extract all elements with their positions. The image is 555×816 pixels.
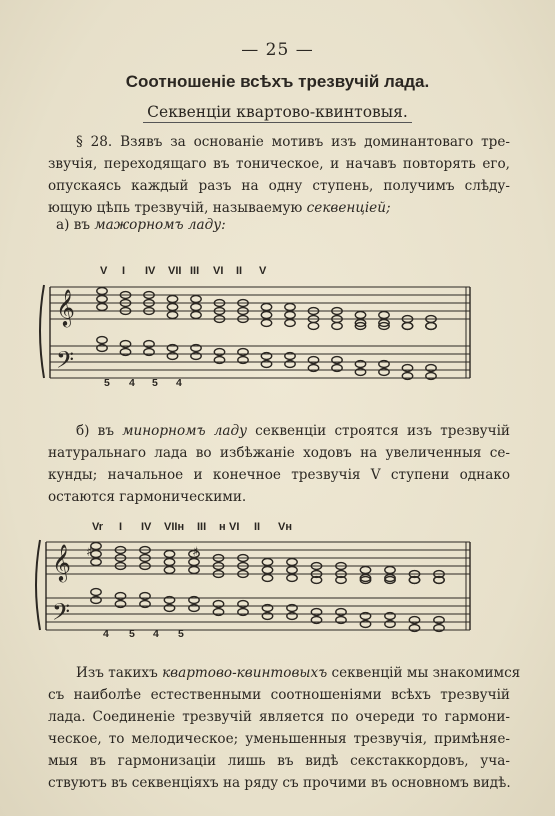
- section-subtitle: Секвенціи квартово-квинтовыя.: [0, 103, 555, 121]
- note-head: [164, 551, 174, 558]
- figure-number: 4: [129, 377, 135, 389]
- svg-text:𝄢: 𝄢: [56, 346, 75, 379]
- figure-number: 5: [178, 628, 184, 640]
- note-head: [91, 589, 101, 596]
- note-head: [91, 543, 101, 550]
- roman-numeral: Vн: [278, 521, 292, 533]
- figure-number: 5: [104, 377, 110, 389]
- figure-number: 5: [152, 377, 158, 389]
- chapter-title: Соотношеніе всѣхъ трезвучій лада.: [125, 72, 430, 91]
- page-number: — 25 —: [241, 40, 314, 60]
- roman-numeral: III: [190, 265, 200, 277]
- note-head: [262, 567, 272, 574]
- label-major-mode: а) въ мажорномъ ладу:: [56, 217, 226, 233]
- note-head: [287, 575, 297, 582]
- note-head: [360, 567, 370, 574]
- figure-number: 5: [129, 628, 135, 640]
- roman-numeral: I: [119, 521, 123, 533]
- roman-numeral: V: [100, 265, 108, 277]
- roman-numeral: VI: [229, 521, 240, 533]
- roman-numeral: IV: [141, 521, 152, 533]
- note-head: [189, 567, 199, 574]
- note-head: [262, 575, 272, 582]
- note-head: [91, 559, 101, 566]
- note-head: [164, 567, 174, 574]
- svg-text:♯: ♯: [86, 545, 93, 560]
- figure-number: 4: [176, 377, 182, 389]
- note-head: [287, 559, 297, 566]
- note-head: [164, 559, 174, 566]
- paragraph-minor: б) въ минорномъ ладу секвенціи строятся изъ трезвучій натуральнаго лада во избѣжаніе ходовъ на увеличенныя се- кунды; начальное и конечное трезвучія V ступени однако остаются гармоническими.: [48, 423, 510, 505]
- figure-number: 4: [153, 628, 159, 640]
- roman-numeral: н: [219, 521, 226, 533]
- roman-numeral: VIIн: [164, 521, 185, 533]
- figure-number: 4: [103, 628, 109, 640]
- roman-numeral: Vr: [92, 521, 104, 533]
- roman-numeral: VI: [213, 265, 224, 277]
- roman-numeral: II: [236, 265, 243, 277]
- svg-text:𝄢: 𝄢: [52, 598, 71, 631]
- paragraph-28: § 28. Взявъ за основаніе мотивъ изъ доминантоваго тре- звучія, переходящаго въ тоническое, и начавъ повторять его, опускаясь каждый разъ на одну ступень, получимъ слѣду- ющую цѣпь трезвучій, называемую секвенціей;: [48, 134, 510, 216]
- svg-text:𝄞: 𝄞: [52, 543, 71, 581]
- roman-numeral: I: [122, 265, 126, 277]
- roman-numeral: III: [197, 521, 207, 533]
- roman-numeral: VII: [168, 265, 182, 277]
- svg-text:𝄞: 𝄞: [56, 288, 75, 326]
- note-head: [262, 559, 272, 566]
- roman-numeral: IV: [145, 265, 156, 277]
- roman-numeral: V: [259, 265, 267, 277]
- note-head: [287, 567, 297, 574]
- note-head: [385, 567, 395, 574]
- roman-numeral: II: [254, 521, 261, 533]
- svg-text:♯: ♯: [192, 545, 199, 560]
- paragraph-conclusion: Изъ такихъ квартово-квинтовыхъ секвенцій мы знакомимся съ наиболѣе естественными соотношеніями всѣхъ трезвучій лада. Соединеніе трезвучій является по очереди то гармони- ческое, то мелодическое; уменьшенныя трезвучія, примѣняе- мыя въ гармонизаціи лишь въ видѣ секстаккордовъ, уча- ствуютъ въ секвенціяхъ на ряду съ прочими въ основномъ видѣ.: [48, 665, 521, 791]
- note-head: [91, 551, 101, 558]
